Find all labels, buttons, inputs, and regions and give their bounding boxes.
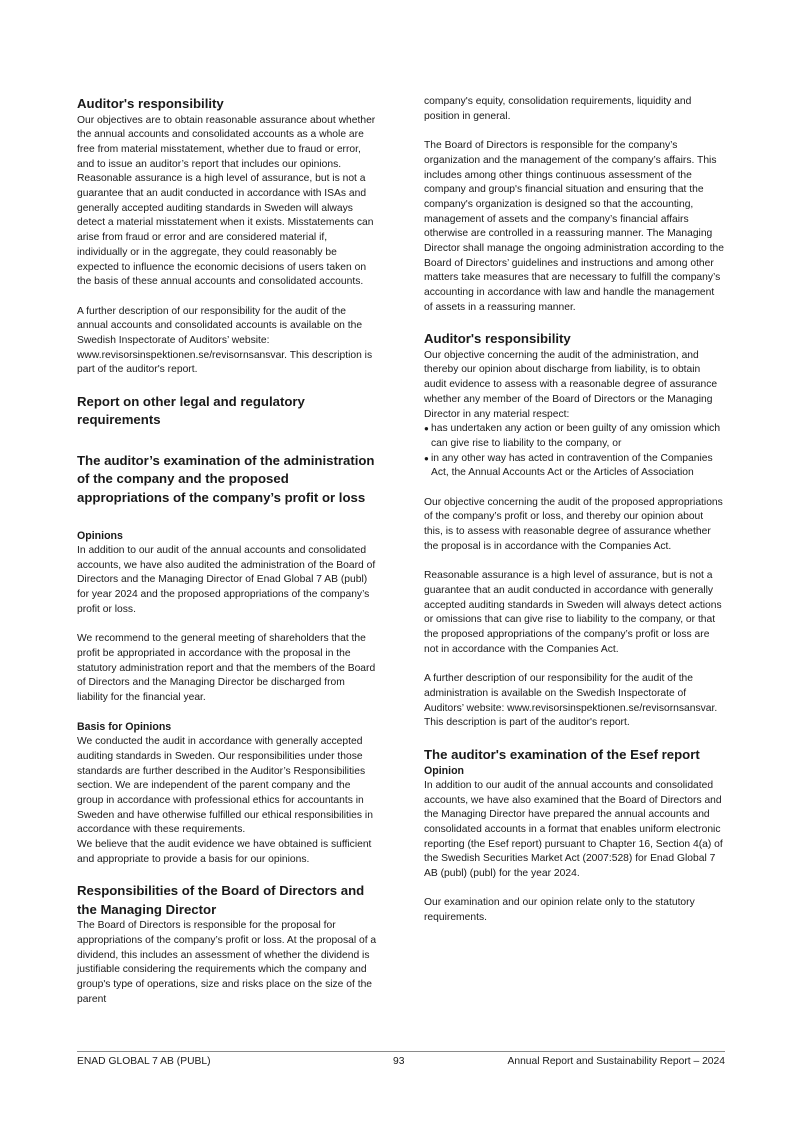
footer-report-title: Annual Report and Sustainability Report – 2024: [507, 1056, 725, 1067]
bullet-text: in any other way has acted in contravention of the Companies Act, the Annual Accounts Act or the Articles of Association: [431, 452, 713, 479]
esef-opinion-heading: Opinion: [424, 765, 465, 778]
bullet-text: has undertaken any action or been guilty of any omission which can give rise to liability to the company, or: [431, 423, 721, 449]
objective-paragraph: Our objective concerning the audit of the proposed appropriations of the company’s profit or loss, and thereby our opinion about this, is to assess with reasonable degree of assurance whether the proposal is in accordance with the Companies Act.: [424, 496, 723, 552]
list-item: [424, 452, 724, 481]
right-column: [424, 95, 724, 941]
report-other-requirements-heading: Report on other legal and regulatory requirements: [77, 393, 305, 428]
board-responsibilities-heading: Responsibilities of the Board of Directors and the Managing Director: [77, 883, 365, 917]
opinions-paragraph-1: In addition to our audit of the annual accounts and consolidated accounts, we have also audited the administration of the Board of Directors and the Managing Director of Enad Global 7 AB (publ) for year 2024 and the proposed appropriations of the company’s profit or loss.: [77, 545, 376, 615]
basis-paragraph-2: We believe that the audit evidence we have obtained is sufficient and appropriate to provide a basis for our opinions.: [77, 839, 372, 865]
board-responsibilities-paragraph-2: The Board of Directors is responsible for the company’s organization and the management of the company’s affairs. This includes among other things continuous assessment of the company and group's financial situation and ensuring that the company's organization is designed so that the accounting, management of assets and the company’s financial affairs otherwise are controlled in a reassuring manner. The Managing Director shall manage the ongoing administration according to the Board of Directors’ guidelines and instructions and among other matters take measures that are necessary to fulfill the company’s accounting in accordance with law and handle the management of assets in a reassuring manner.: [424, 140, 724, 313]
basis-paragraph-1: We conducted the audit in accordance with generally accepted auditing standards in Sweden. Our responsibilities under those standards are further described in the Auditor’s Responsibilities section. We are independent of the parent company and the group in accordance with professional ethics for accountants in Sweden and have otherwise fulfilled our ethical responsibilities in accordance with these requirements.: [77, 736, 373, 836]
left-column: [77, 95, 377, 1007]
board-responsibilities-continued: company's equity, consolidation requirements, liquidity and position in general.: [424, 96, 692, 122]
list-item: [424, 422, 724, 451]
footer-company-name: ENAD GLOBAL 7 AB (PUBL): [77, 1056, 211, 1067]
auditor-responsibility-heading: Auditor's responsibility: [77, 96, 224, 111]
examination-administration-heading: The auditor’s examination of the administration of the company and the proposed appropriations of the company’s profit or loss: [77, 452, 375, 505]
esef-paragraph-1: In addition to our audit of the annual accounts and consolidated accounts, we have also examined that the Board of Directors and the Managing Director have prepared the annual accounts and consolidated accounts in a format that enables uniform electronic reporting (the Esef report) pursuant to Chapter 16, Section 4(a) of the Swedish Securities Market Act (2007:528) for Enad Global 7 AB (publ) (publ) for the year 2024.: [424, 779, 723, 880]
bullet-icon: ●: [424, 424, 429, 434]
admin-auditor-responsibility-heading: Auditor's responsibility: [424, 331, 571, 347]
auditor-responsibility-paragraph-2: A further description of our responsibility for the audit of the annual accounts and consolidated accounts is available on the Swedish Inspectorate of Auditors’ website: www.revisorsinspektionen.se/revisornsansvar. This description is part of the auditor's report.: [77, 305, 373, 376]
further-description-paragraph: A further description of our responsibility for the audit of the administration is available on the Swedish Inspectorate of Auditors’ website: www.revisorsinspektionen.se/revisornsansvar. This description is part of the auditor's report.: [424, 673, 718, 729]
bullet-icon: ●: [424, 453, 429, 463]
admin-auditor-responsibility-intro: Our objective concerning the audit of the administration, and thereby our opinion about discharge from liability, is to obtain audit evidence to assess with a reasonable degree of assurance whether any member of the Board of Directors or the Managing Director in any material respect:: [424, 349, 718, 420]
basis-for-opinions-heading: Basis for Opinions: [77, 721, 172, 734]
esef-paragraph-2: Our examination and our opinion relate only to the statutory requirements.: [424, 897, 695, 924]
opinions-paragraph-2: We recommend to the general meeting of shareholders that the profit be appropriated in accordance with the proposal in the statutory administration report and that the members of the Board of Directors and the Managing Director be discharged from liability for the financial year.: [77, 633, 376, 704]
footer-page-number: 93: [393, 1056, 405, 1067]
auditor-responsibility-paragraph-1: Our objectives are to obtain reasonable assurance about whether the annual accounts and consolidated accounts as a whole are free from material misstatement, whether due to fraud or error, and to issue an auditor’s report that includes our opinions. Reasonable assurance is a high level of assurance, but is not a guarantee that an audit conducted in accordance with ISAs and generally accepted auditing standards in Sweden will always detect a material misstatement when it exists. Misstatements can arise from fraud or error and are considered material if, individually or in the aggregate, they could reasonably be expected to influence the economic decisions of users taken on the basis of these annual accounts and consolidated accounts.: [77, 114, 376, 288]
reasonable-assurance-paragraph: Reasonable assurance is a high level of assurance, but is not a guarantee that an audit conducted in accordance with generally accepted auditing standards in Sweden will always detect actions or omissions that can give rise to liability to the company, or that the proposed appropriations of the company’s profit or loss are not in accordance with the Companies Act.: [424, 570, 722, 655]
opinions-heading: Opinions: [77, 530, 123, 543]
esef-examination-heading: The auditor's examination of the Esef report: [424, 746, 700, 762]
page-footer: [77, 1051, 725, 1067]
board-responsibilities-paragraph-1: The Board of Directors is responsible for the proposal for appropriations of the company’s profit or loss. At the proposal of a dividend, this includes an assessment of whether the dividend is justifiable considering the requirements which the company and group's type of operations, size and risks place on the size of the parent: [77, 920, 377, 1005]
